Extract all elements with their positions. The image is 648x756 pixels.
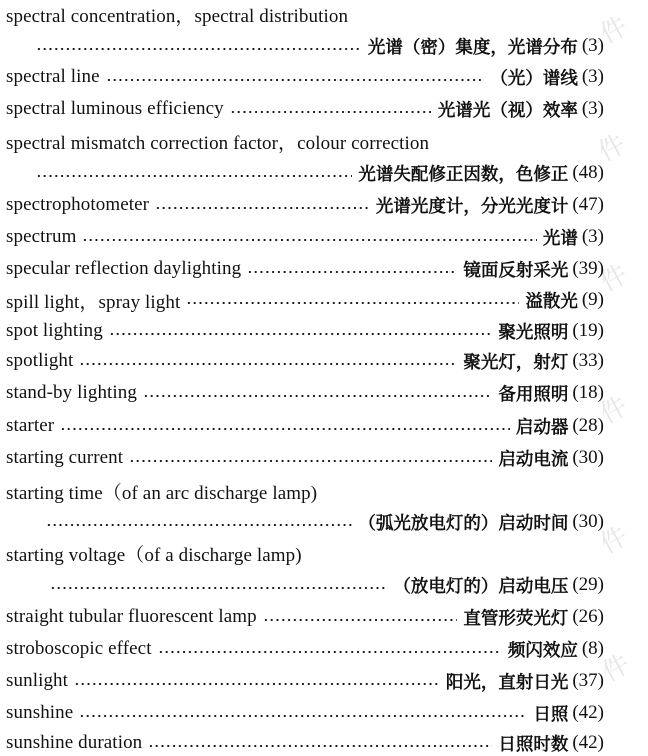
entry-page: (26) (572, 606, 604, 627)
entry-term: specular reflection daylighting (6, 258, 242, 279)
glossary-entry (6, 256, 604, 282)
glossary-entry-continuation (30, 33, 604, 59)
entry-chinese: 备用照明 (498, 384, 569, 405)
glossary-entry (6, 445, 604, 471)
entry-term: starter (6, 415, 55, 436)
glossary-entry-term-line (6, 1, 604, 27)
entry-chinese: 光谱光度计，分光光度计 (375, 196, 569, 217)
entry-term: sunshine duration (6, 732, 143, 753)
dot-leader (36, 175, 352, 177)
dot-leader (79, 715, 527, 717)
watermark: 件 (595, 259, 633, 299)
glossary-entry-continuation (30, 160, 604, 186)
entry-chinese: 聚光灯，射灯 (463, 352, 569, 373)
glossary-entry (6, 700, 604, 726)
dot-leader (79, 363, 457, 365)
entry-page: (3) (581, 66, 604, 87)
watermark: 件 (595, 11, 633, 51)
glossary-entry (6, 668, 604, 694)
entry-page: (19) (572, 320, 604, 341)
entry-chinese: （光）谱线 (490, 68, 578, 89)
entry-page: (48) (572, 162, 604, 183)
entry-chinese: 光谱 (542, 228, 578, 249)
dot-leader (247, 271, 457, 273)
entry-term: spectrum (6, 226, 77, 247)
watermark: 件 (595, 521, 633, 561)
glossary-entry-continuation (40, 509, 604, 535)
glossary-entry (6, 64, 604, 90)
glossary-entry (6, 287, 604, 313)
glossary-entry-term-line (6, 478, 604, 504)
entry-chinese: 启动电流 (498, 449, 569, 470)
dot-leader (74, 683, 440, 685)
entry-page: (3) (581, 98, 604, 119)
entry-page: (18) (572, 382, 604, 403)
entry-chinese: 日照 (533, 704, 569, 725)
dot-leader (143, 395, 492, 397)
entry-chinese: 光谱失配修正因数，色修正 (358, 164, 569, 185)
entry-chinese: 直管形荧光灯 (463, 608, 569, 629)
entry-term: spill light，spray light (6, 291, 181, 313)
entry-page: (3) (581, 35, 604, 56)
entry-term: spot lighting (6, 320, 103, 341)
entry-chinese: 镜面反射采光 (463, 260, 569, 281)
entry-term: spectrophotometer (6, 194, 150, 215)
glossary-entry (6, 413, 604, 439)
watermark: 件 (593, 129, 631, 169)
entry-chinese: 光谱光（视）效率 (437, 100, 578, 121)
entry-page: (47) (572, 194, 604, 215)
entry-chinese: （弧光放电灯的）启动时间 (358, 513, 569, 534)
dot-leader (109, 333, 493, 335)
entry-term: spotlight (6, 350, 74, 371)
entry-page: (42) (572, 702, 604, 723)
entry-term: starting current (6, 447, 124, 468)
dot-leader (263, 619, 458, 621)
glossary-entry (6, 730, 604, 756)
entry-page: (30) (572, 447, 604, 468)
watermark: 件 (595, 391, 633, 431)
glossary-entry (6, 380, 604, 406)
entry-term: spectral line (6, 66, 100, 87)
glossary-entry-term-line (6, 540, 604, 566)
entry-term: starting voltage（of a discharge lamp) (6, 544, 302, 566)
entry-page: (28) (572, 415, 604, 436)
dot-leader (82, 239, 536, 241)
dot-leader (148, 745, 492, 747)
dot-leader (155, 207, 370, 209)
glossary-entry (6, 604, 604, 630)
dot-leader (46, 524, 352, 526)
dot-leader (36, 48, 362, 50)
entry-term: stroboscopic effect (6, 638, 152, 659)
glossary-entry (6, 224, 604, 250)
entry-chinese: 启动器 (515, 417, 569, 438)
dot-leader (50, 587, 387, 589)
glossary-entry-term-line (6, 128, 604, 154)
dot-leader (230, 111, 432, 113)
entry-chinese: 溢散光 (525, 291, 578, 312)
entry-term: sunshine (6, 702, 74, 723)
dot-leader (186, 302, 519, 304)
entry-page: (29) (572, 574, 604, 595)
entry-term: spectral luminous efficiency (6, 98, 224, 119)
entry-page: (42) (572, 732, 604, 753)
entry-page: (37) (572, 670, 604, 691)
entry-term: stand-by lighting (6, 382, 137, 403)
entry-chinese: 聚光照明 (498, 322, 569, 343)
entry-page: (33) (572, 350, 604, 371)
entry-chinese: 阳光，直射日光 (445, 672, 569, 693)
entry-page: (9) (581, 289, 604, 310)
entry-chinese: 光谱（密）集度，光谱分布 (367, 37, 578, 58)
entry-term: starting time（of an arc discharge lamp) (6, 482, 318, 504)
entry-page: (30) (572, 511, 604, 532)
dot-leader (106, 79, 485, 81)
entry-chinese: 日照时数 (498, 734, 569, 755)
dot-leader (60, 428, 510, 430)
watermark: 件 (597, 649, 635, 689)
entry-page: (3) (581, 226, 604, 247)
glossary-entry (6, 192, 604, 218)
entry-term: spectral mismatch correction factor，colour correction (6, 132, 430, 154)
glossary-entry (6, 348, 604, 374)
glossary-entry (6, 96, 604, 122)
entry-term: spectral concentration，spectral distribution (6, 5, 349, 27)
entry-page: (39) (572, 258, 604, 279)
entry-chinese: 频闪效应 (507, 640, 578, 661)
entry-chinese: （放电灯的）启动电压 (393, 576, 569, 597)
glossary-entry-continuation (44, 572, 604, 598)
entry-term: sunlight (6, 670, 69, 691)
dot-leader (129, 460, 492, 462)
dot-leader (158, 651, 502, 653)
glossary-entry (6, 636, 604, 662)
entry-term: straight tubular fluorescent lamp (6, 606, 257, 627)
glossary-entry (6, 318, 604, 344)
entry-page: (8) (581, 638, 604, 659)
